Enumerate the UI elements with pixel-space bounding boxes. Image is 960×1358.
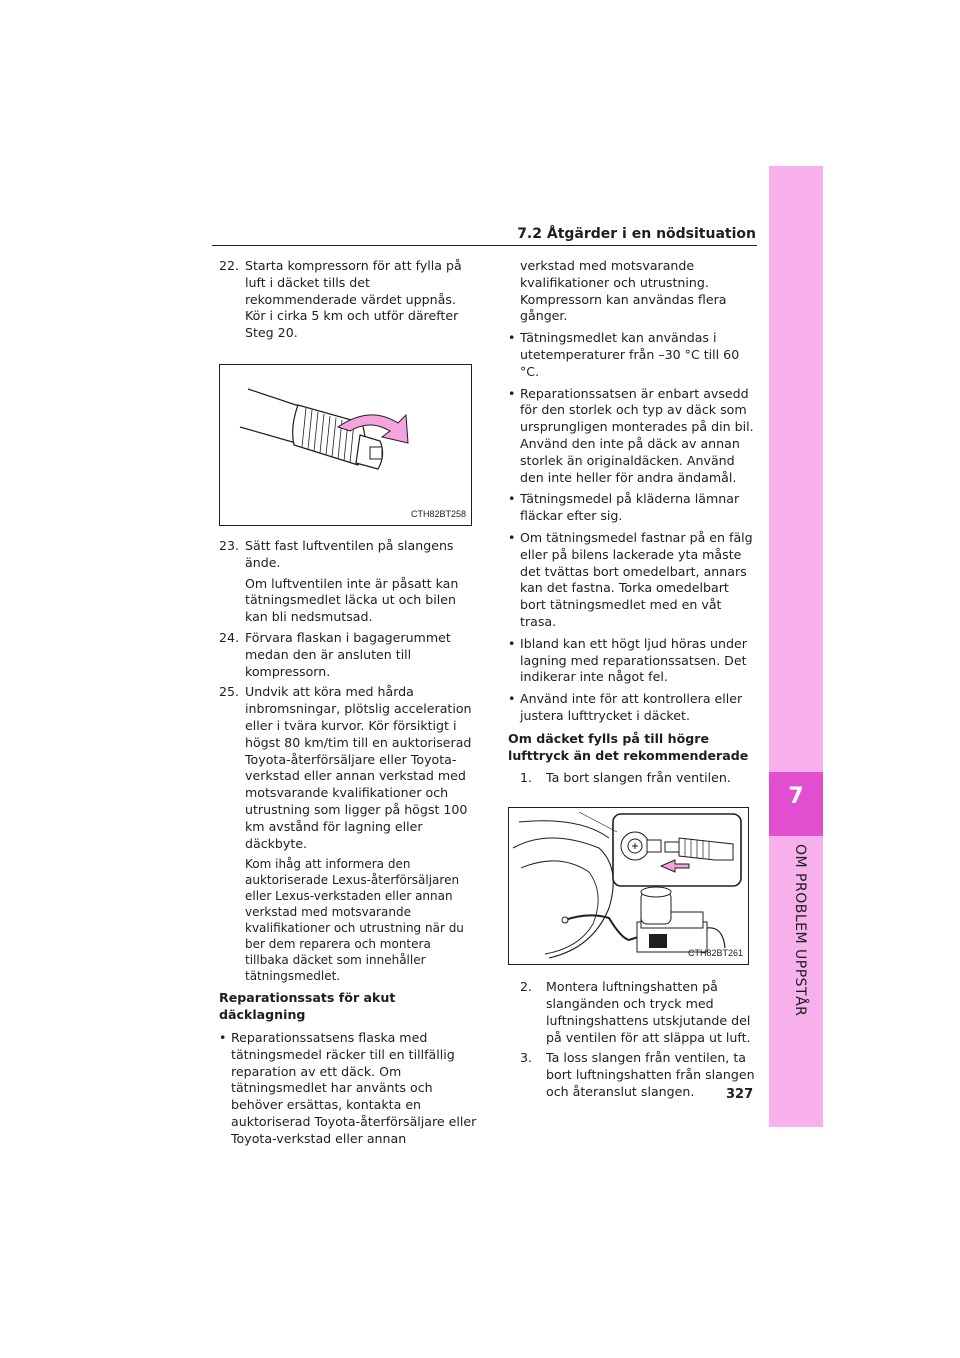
bullet-continuation: verkstad med motsvarande kvalifikationer och utrustning. Kompressorn kan användas flera gånger. <box>520 258 727 324</box>
step-23-note: Om luftventilen inte är påsatt kan tätningsmedlet läcka ut och bilen kan bli nedsmutsad. <box>245 575 459 625</box>
page-number: 327 <box>726 1087 754 1102</box>
step-text: Undvik att köra med hårda inbromsningar, plötslig acceleration eller i tvära kurvor. Kör försiktigt i högst 80 km/tim till en auktoriserad Toyota-återförsäljare eller Toyota-verkstad eller annan verkstad med motsvarande kvalifikationer och utrustning som ligger på högst 100 km avstånd för lagning eller däckbyte. <box>245 684 472 851</box>
section-header-title: 7.2 Åtgärder i en nödsituation <box>517 226 756 242</box>
step-number: 2. <box>520 979 533 995</box>
figure-code: CTH82BT261 <box>687 948 743 959</box>
chapter-side-tab <box>769 166 823 1127</box>
header-rule <box>212 245 757 246</box>
bullet-item: • Använd inte för att kontrollera eller justera lufttrycket i däcket. <box>508 691 758 725</box>
bullet-item: • Tätningsmedel på kläderna lämnar fläckar efter sig. <box>508 491 758 525</box>
step-24 <box>219 630 477 680</box>
step-1 <box>520 770 758 787</box>
step-number: 3. <box>520 1050 533 1066</box>
step-25-note: Kom ihåg att informera den auktoriserade Lexus-återförsäljaren eller Lexus-verkstaden eller annan verkstad med motsvarande kvalifikationer och utrustning när du ber dem reparera och montera tillbaka däcket som innehåller tätningsmedlet. <box>245 857 464 984</box>
figure-code: CTH82BT258 <box>410 509 466 520</box>
bullet-item: • Reparationssatsens flaska med tätningsmedel räcker till en tillfällig reparation av ett däck. Om tätningsmedlet har använts och behöver ersättas, kontakta en auktoriserad Toyota-återförsäljare eller Toyota-verkstad eller annan <box>219 1030 477 1148</box>
step-23 <box>219 538 477 572</box>
step-text: Sätt fast luftventilen på slangens ände. <box>245 537 454 570</box>
bullet-item: • Reparationssatsen är enbart avsedd för den storlek och typ av däck som ursprungligen monterades på din bil. Använd den inte på däck av annan storlek än originaldäcken. Använd den inte heller för andra ändamål. <box>508 386 758 487</box>
step-3 <box>520 1050 758 1100</box>
step-2 <box>520 979 758 1046</box>
step-text: Ta loss slangen från ventilen, ta bort luftningshatten från slangen och återanslut slangen. <box>546 1050 755 1099</box>
step-text: Ta bort slangen från ventilen. <box>546 770 731 786</box>
step-22 <box>219 258 477 342</box>
step-number: 1. <box>520 770 533 786</box>
step-text: Montera luftningshatten på slangänden och tryck med luftningshattens utskjutande del på ventilen för att släppa ut luft. <box>546 979 751 1045</box>
chapter-number: 7 <box>788 784 804 809</box>
valve-cap-illustration <box>220 365 471 525</box>
bullet-item: • Om tätningsmedel fastnar på en fälg eller på bilens lackerade yta måste det tvättas bort omedelbart, annars kan det fastna. Torka omedelbart bort tätningsmedlet med en våt trasa. <box>508 530 758 631</box>
step-text: Förvara flaskan i bagagerummet medan den är ansluten till kompressorn. <box>245 629 451 679</box>
chapter-title: OM PROBLEM UPPSTÅR <box>792 844 808 1017</box>
step-number: 25. <box>219 684 240 700</box>
bullet-item: • Tätningsmedlet kan användas i utetemperaturer från –30 °C till 60 °C. <box>508 330 758 380</box>
step-number: 23. <box>219 537 240 553</box>
left-column <box>219 258 477 1153</box>
hose-removal-illustration <box>509 808 748 964</box>
right-column <box>508 258 758 1105</box>
figure-hose-removal <box>508 807 749 965</box>
step-text: Starta kompressorn för att fylla på luft i däcket tills det rekommenderade värdet uppnås. Kör i cirka 5 km och utför därefter Steg 20. <box>245 258 462 341</box>
bullet-item: • Ibland kan ett högt ljud höras under lagning med reparationssatsen. Det indikerar inte något fel. <box>508 636 758 686</box>
figure-valve-cap <box>219 364 472 526</box>
section-heading: Reparationssats för akut däcklagning <box>219 990 396 1023</box>
section-heading: Om däcket fylls på till högre lufttryck än det rekommenderade <box>508 730 749 763</box>
step-number: 22. <box>219 258 240 273</box>
step-25 <box>219 684 477 852</box>
step-number: 24. <box>219 629 240 645</box>
